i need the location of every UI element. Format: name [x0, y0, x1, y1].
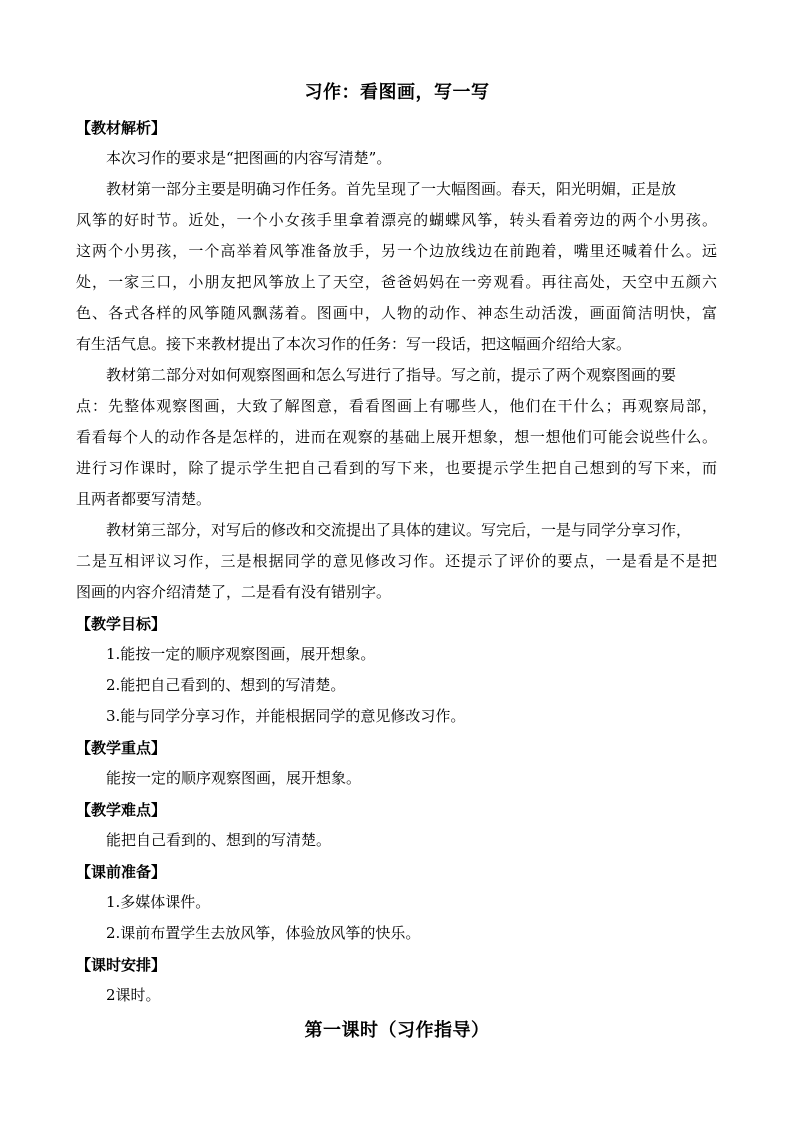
- goal-item: 3.能与同学分享习作，并能根据同学的意见修改习作。: [106, 707, 466, 725]
- analysis-p2-line: 这两个小男孩，一个高举着风筝准备放手，另一个边放线边在前跑着，嘴里还喊着什么。远: [76, 242, 717, 260]
- preparation-item: 2.课前布置学生去放风筝，体验放风筝的快乐。: [106, 924, 421, 942]
- section-heading-preparation: 【课前准备】: [76, 863, 167, 881]
- analysis-p2-line: 教材第一部分主要是明确习作任务。首先呈现了一大幅图画。春天，阳光明媚，正是放: [106, 180, 677, 198]
- analysis-p3-line: 点：先整体观察图画，大致了解图意，看看图画上有哪些人，他们在干什么；再观察局部，: [76, 397, 717, 415]
- difficulty-text: 能把自己看到的、想到的写清楚。: [106, 831, 332, 849]
- analysis-p2-line: 有生活气息。接下来教材提出了本次习作的任务：写一段话，把这幅画介绍给大家。: [76, 335, 632, 353]
- section-heading-difficulty: 【教学难点】: [76, 801, 167, 819]
- section-heading-goals: 【教学目标】: [76, 615, 167, 633]
- keypoint-text: 能按一定的顺序观察图画，展开想象。: [106, 769, 362, 787]
- analysis-p2-line: 处，一家三口，小朋友把风筝放上了天空，爸爸妈妈在一旁观看。再往高处，天空中五颜六: [76, 273, 717, 291]
- section-heading-analysis: 【教材解析】: [76, 119, 167, 137]
- analysis-p4-line: 图画的内容介绍清楚了，二是看有没有错别字。: [76, 583, 392, 601]
- lesson-subtitle: 第一课时（习作指导）: [304, 1020, 490, 1041]
- schedule-text: 2课时。: [106, 986, 161, 1004]
- section-heading-schedule: 【课时安排】: [76, 956, 167, 974]
- analysis-p2-line: 风筝的好时节。近处，一个小女孩手里拿着漂亮的蝴蝶风筝，转头看着旁边的两个小男孩。: [76, 211, 717, 229]
- analysis-p3-line: 进行习作课时，除了提示学生把自己看到的写下来，也要提示学生把自己想到的写下来，而: [76, 459, 717, 477]
- goal-item: 1.能按一定的顺序观察图画，展开想象。: [106, 645, 376, 663]
- document-title: 习作：看图画，写一写: [304, 82, 490, 103]
- preparation-item: 1.多媒体课件。: [106, 893, 211, 911]
- analysis-p4-line: 教材第三部分，对写后的修改和交流提出了具体的建议。写完后，一是与同学分享习作，: [106, 521, 692, 539]
- analysis-p3-line: 教材第二部分对如何观察图画和怎么写进行了指导。写之前，提示了两个观察图画的要: [106, 366, 677, 384]
- analysis-p4-line: 二是互相评议习作，三是根据同学的意见修改习作。还提示了评价的要点，一是看是不是把: [76, 552, 717, 570]
- section-heading-keypoint: 【教学重点】: [76, 739, 167, 757]
- analysis-p3-line: 看看每个人的动作各是怎样的，进而在观察的基础上展开想象，想一想他们可能会说些什么。: [76, 428, 717, 446]
- analysis-paragraph-1: 本次习作的要求是“把图画的内容写清楚”。: [106, 149, 392, 167]
- analysis-p3-line: 且两者都要写清楚。: [76, 490, 212, 508]
- goal-item: 2.能把自己看到的、想到的写清楚。: [106, 676, 346, 694]
- analysis-p2-line: 色、各式各样的风筝随风飘荡着。图画中，人物的动作、神态生动活泼，画面简洁明快，富: [76, 304, 717, 322]
